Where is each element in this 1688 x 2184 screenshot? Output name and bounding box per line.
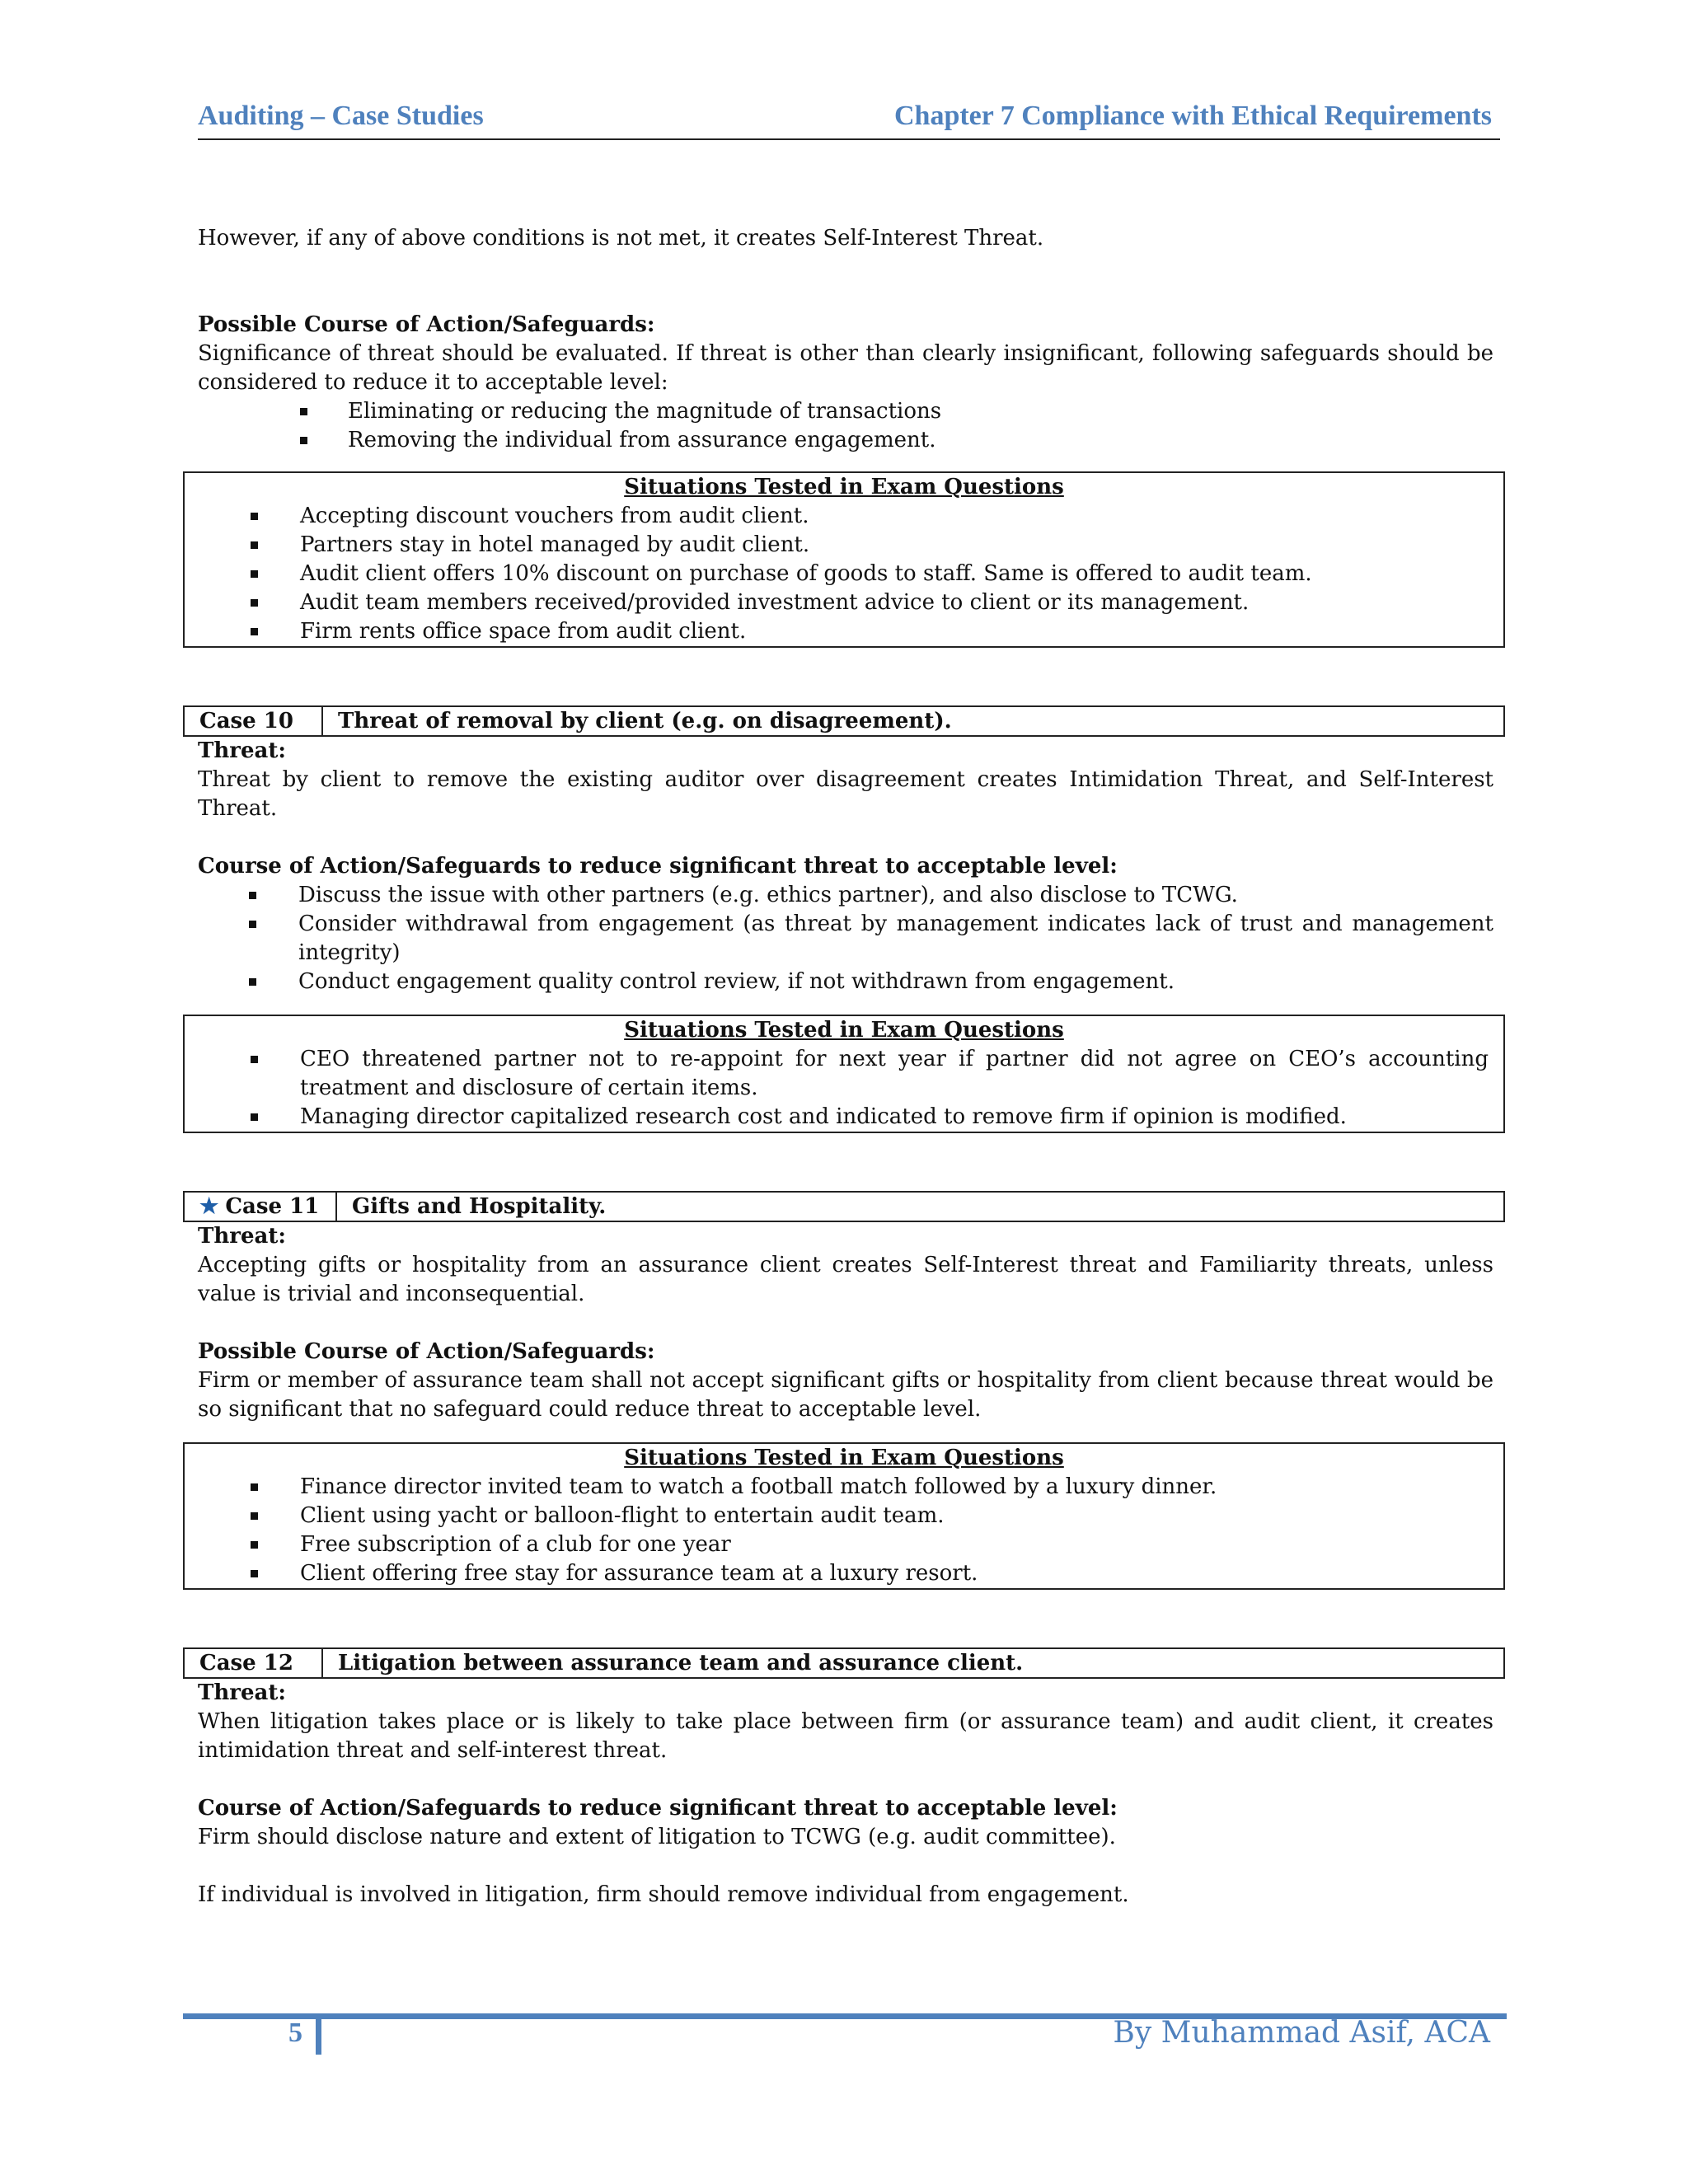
threat-text: When litigation takes place or is likely to take place between firm (or assurance team) and audit client, it creates intimidation threat and self-interest threat. xyxy=(198,1709,1493,1763)
threat-text: Accepting gifts or hospitality from an assurance client creates Self-Interest threat and Familiarity threats, unless value is trivial and inconsequential. xyxy=(198,1253,1493,1306)
case-number xyxy=(185,1193,337,1221)
list-item: Client using yacht or balloon-flight to entertain audit team. xyxy=(199,1502,1489,1530)
page-content xyxy=(198,224,1493,1910)
exam-situations-box-1 xyxy=(183,471,1505,648)
list-item: Conduct engagement quality control review, if not withdrawn from engagement. xyxy=(198,968,1493,996)
star-icon: ★ xyxy=(199,1193,219,1219)
list-item: Firm rents office space from audit client. xyxy=(199,617,1489,646)
case-11-header xyxy=(183,1191,1505,1222)
list-item: Free subscription of a club for one year xyxy=(199,1530,1489,1559)
list-item: Client offering free stay for assurance team at a luxury resort. xyxy=(199,1559,1489,1588)
safeguards-text: Significance of threat should be evaluated. If threat is other than clearly insignificant, following safeguards should be considered to reduce it to acceptable level: xyxy=(198,341,1493,395)
footer-author: By Muhammad Asif, ACA xyxy=(1113,2016,1490,2050)
list-item: Discuss the issue with other partners (e.g. ethics partner), and also disclose to TCWG. xyxy=(198,881,1493,910)
case-number-label: Case 11 xyxy=(225,1193,320,1219)
case-title: Threat of removal by client (e.g. on disagreement). xyxy=(338,708,952,733)
list-item: Managing director capitalized research cost and indicated to remove firm if opinion is modified. xyxy=(199,1103,1489,1132)
box-title: Situations Tested in Exam Questions xyxy=(624,1018,1064,1043)
case-12-header xyxy=(183,1647,1505,1679)
exam-situations-list xyxy=(199,1473,1489,1588)
case-10-header xyxy=(183,705,1505,737)
threat-heading: Threat: xyxy=(198,1224,286,1249)
safeguards-section xyxy=(198,311,1493,455)
header-chapter-title: Chapter 7 Compliance with Ethical Requirements xyxy=(893,101,1492,131)
header-book-title: Auditing – Case Studies xyxy=(198,101,484,131)
exam-situations-box-2 xyxy=(183,1015,1505,1133)
intro-paragraph: However, if any of above conditions is not met, it creates Self-Interest Threat. xyxy=(198,226,1044,251)
action-text: Firm or member of assurance team shall not accept significant gifts or hospitality from client because threat would be so significant that no safeguard could reduce threat to acceptable level. xyxy=(198,1368,1493,1422)
case-number: Case 12 xyxy=(185,1649,323,1677)
extra-text: If individual is involved in litigation, firm should remove individual from engagement. xyxy=(198,1882,1129,1907)
list-item: Finance director invited team to watch a football match followed by a luxury dinner. xyxy=(199,1473,1489,1502)
page-number: 5 xyxy=(288,2018,302,2048)
action-list xyxy=(198,881,1493,996)
list-item: Partners stay in hotel managed by audit client. xyxy=(199,531,1489,560)
action-heading: Course of Action/Safeguards to reduce significant threat to acceptable level: xyxy=(198,854,1118,879)
list-item: Removing the individual from assurance engagement. xyxy=(198,426,1493,455)
case-title: Gifts and Hospitality. xyxy=(352,1193,607,1219)
list-item: Eliminating or reducing the magnitude of transactions xyxy=(198,397,1493,426)
footer-divider xyxy=(316,2013,321,2055)
threat-heading: Threat: xyxy=(198,738,286,763)
threat-heading: Threat: xyxy=(198,1680,286,1705)
list-item: Audit team members received/provided investment advice to client or its management. xyxy=(199,588,1489,617)
action-heading: Course of Action/Safeguards to reduce significant threat to acceptable level: xyxy=(198,1796,1118,1821)
action-text: Firm should disclose nature and extent of litigation to TCWG (e.g. audit committee). xyxy=(198,1825,1116,1849)
exam-situations-list xyxy=(199,1045,1489,1132)
case-title: Litigation between assurance team and assurance client. xyxy=(338,1650,1024,1675)
exam-situations-list xyxy=(199,502,1489,646)
safeguards-list xyxy=(198,397,1493,455)
exam-situations-box-3 xyxy=(183,1442,1505,1590)
list-item: Consider withdrawal from engagement (as threat by management indicates lack of trust and management integrity) xyxy=(198,910,1493,968)
box-title: Situations Tested in Exam Questions xyxy=(624,475,1064,499)
page-header xyxy=(198,97,1500,140)
safeguards-heading: Possible Course of Action/Safeguards: xyxy=(198,312,655,337)
list-item: Accepting discount vouchers from audit client. xyxy=(199,502,1489,531)
case-number: Case 10 xyxy=(185,707,323,735)
box-title: Situations Tested in Exam Questions xyxy=(624,1446,1064,1470)
list-item: CEO threatened partner not to re-appoint for next year if partner did not agree on CEO’s accounting treatment and disclosure of certain items. xyxy=(199,1045,1489,1103)
list-item: Audit client offers 10% discount on purchase of goods to staff. Same is offered to audit team. xyxy=(199,560,1489,588)
threat-text: Threat by client to remove the existing auditor over disagreement creates Intimidation Threat, and Self-Interest Threat. xyxy=(198,767,1493,821)
action-heading: Possible Course of Action/Safeguards: xyxy=(198,1339,655,1364)
